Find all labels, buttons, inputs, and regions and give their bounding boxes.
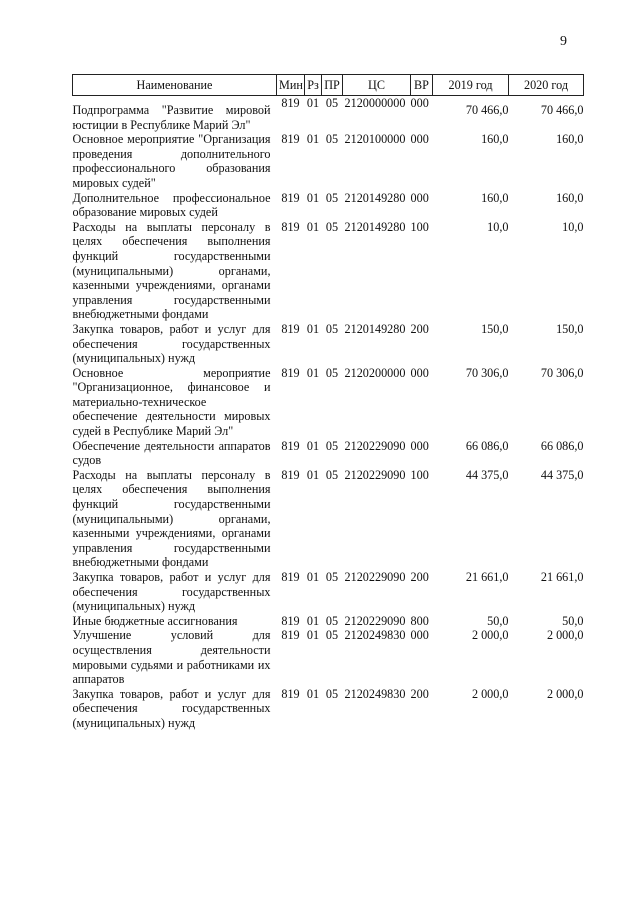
row-rz: 01: [306, 365, 320, 380]
table-row: [73, 439, 584, 468]
row-min: 819: [281, 219, 300, 234]
row-pr: 05: [325, 686, 339, 701]
row-2019: 70 466,0: [465, 103, 509, 117]
row-pr: 05: [325, 467, 339, 482]
row-rz: 01: [306, 686, 320, 701]
row-vr: 000: [410, 365, 429, 380]
row-cs: 2120229090: [344, 438, 406, 453]
row-cs: 2120249830: [344, 686, 406, 701]
row-2019: 21 661,0: [465, 570, 509, 584]
row-2020: 70 466,0: [540, 103, 584, 117]
row-2019: 66 086,0: [465, 438, 509, 453]
header-cs: ЦС: [343, 75, 411, 96]
row-2020: 2 000,0: [546, 686, 584, 701]
row-2020: 150,0: [556, 321, 584, 336]
row-name: Обеспечение деятельности аппаратов судов: [72, 438, 271, 468]
row-vr: 000: [410, 96, 429, 110]
row-min: 819: [281, 467, 300, 482]
row-name: Основное мероприятие "Организация проведения дополнительного профессионального образования мировых судей": [72, 132, 271, 190]
row-min: 819: [281, 96, 300, 110]
row-name: Основное мероприятие "Организационное, финансовое и материально-техническое обеспечение деятельности мировых судей в Республике Марий Эл": [72, 365, 271, 439]
row-min: 819: [281, 365, 300, 380]
table-header-row: [73, 75, 584, 96]
row-name: Улучшение условий для осуществления деятельности мировыми судьями и работниками их аппаратов: [72, 628, 271, 687]
header-2020: 2020 год: [509, 75, 584, 96]
row-cs: 2120200000: [344, 365, 406, 380]
row-vr: 200: [410, 321, 429, 336]
row-2019: 2 000,0: [471, 686, 509, 701]
table-row: [73, 322, 584, 366]
row-name: Расходы на выплаты персоналу в целях обеспечения выполнения функций государственными (муниципальными) органами, казенными учреждениями, органами управления государственными внебюджетными фондами: [72, 467, 271, 570]
table-row: [73, 220, 584, 322]
row-2019: 160,0: [481, 132, 509, 147]
row-vr: 100: [410, 467, 429, 482]
row-min: 819: [281, 438, 300, 453]
row-name: Дополнительное профессиональное образование мировых судей: [72, 190, 271, 220]
row-2020: 10,0: [562, 219, 584, 234]
row-pr: 05: [325, 570, 339, 584]
row-2019: 70 306,0: [465, 365, 509, 380]
row-min: 819: [281, 686, 300, 701]
row-vr: 000: [410, 132, 429, 147]
header-name: Наименование: [73, 75, 277, 96]
row-2020: 160,0: [556, 132, 584, 147]
table-row: [73, 570, 584, 614]
row-min: 819: [281, 190, 300, 205]
row-cs: 2120249830: [344, 628, 406, 643]
header-min: Мин: [277, 75, 305, 96]
row-rz: 01: [306, 96, 320, 110]
row-2019: 160,0: [481, 190, 509, 205]
row-rz: 01: [306, 613, 320, 628]
row-2020: 66 086,0: [540, 438, 584, 453]
row-vr: 200: [410, 686, 429, 701]
row-2020: 2 000,0: [546, 628, 584, 643]
row-cs: 2120149280: [344, 219, 406, 234]
row-cs: 2120149280: [344, 190, 406, 205]
page-number: 9: [560, 34, 567, 49]
table-row: [73, 96, 584, 133]
row-pr: 05: [325, 190, 339, 205]
row-pr: 05: [325, 365, 339, 380]
row-rz: 01: [306, 321, 320, 336]
row-2020: 70 306,0: [540, 365, 584, 380]
row-pr: 05: [325, 438, 339, 453]
row-min: 819: [281, 613, 300, 628]
row-rz: 01: [306, 190, 320, 205]
header-2019: 2019 год: [433, 75, 509, 96]
row-pr: 05: [325, 132, 339, 147]
row-rz: 01: [306, 132, 320, 147]
row-rz: 01: [306, 570, 320, 584]
row-name: Подпрограмма "Развитие мировой юстиции в Республике Марий Эл": [72, 103, 271, 132]
table-row: [73, 628, 584, 686]
row-rz: 01: [306, 628, 320, 643]
row-name: Закупка товаров, работ и услуг для обеспечения государственных (муниципальных) нужд: [72, 570, 271, 614]
row-cs: 2120229090: [344, 570, 406, 584]
row-cs: 2120229090: [344, 467, 406, 482]
row-name: Расходы на выплаты персоналу в целях обеспечения выполнения функций государственными (муниципальными) органами, казенными учреждениями, органами управления государственными внебюджетными фондами: [72, 219, 271, 322]
row-2019: 50,0: [487, 613, 509, 628]
row-cs: 2120229090: [344, 613, 406, 628]
row-2019: 2 000,0: [471, 628, 509, 643]
budget-table: [72, 74, 584, 731]
row-vr: 000: [410, 438, 429, 453]
row-name: Закупка товаров, работ и услуг для обеспечения государственных (муниципальных) нужд: [72, 321, 271, 366]
row-min: 819: [281, 628, 300, 643]
row-cs: 2120100000: [344, 132, 406, 147]
row-pr: 05: [325, 96, 339, 110]
row-vr: 000: [410, 190, 429, 205]
row-min: 819: [281, 132, 300, 147]
row-2019: 44 375,0: [465, 467, 509, 482]
row-pr: 05: [325, 628, 339, 643]
row-2020: 50,0: [562, 613, 584, 628]
row-cs: 2120000000: [344, 96, 406, 110]
table-row: [73, 687, 584, 731]
row-min: 819: [281, 570, 300, 584]
row-vr: 800: [410, 613, 429, 628]
row-min: 819: [281, 321, 300, 336]
header-pr: ПР: [322, 75, 343, 96]
row-2020: 160,0: [556, 190, 584, 205]
header-rz: Рз: [305, 75, 322, 96]
row-pr: 05: [325, 613, 339, 628]
row-2020: 44 375,0: [540, 467, 584, 482]
table-row: [73, 132, 584, 190]
row-pr: 05: [325, 321, 339, 336]
row-2019: 10,0: [487, 219, 509, 234]
row-2020: 21 661,0: [540, 570, 584, 584]
header-vr: ВР: [411, 75, 433, 96]
row-vr: 000: [410, 628, 429, 643]
row-rz: 01: [306, 467, 320, 482]
row-name: Закупка товаров, работ и услуг для обеспечения государственных (муниципальных) нужд: [72, 686, 271, 730]
row-rz: 01: [306, 219, 320, 234]
table-row: [73, 468, 584, 570]
row-cs: 2120149280: [344, 321, 406, 336]
row-name: Иные бюджетные ассигнования: [72, 613, 238, 628]
row-rz: 01: [306, 438, 320, 453]
row-vr: 200: [410, 570, 429, 584]
table-row: [73, 366, 584, 439]
row-vr: 100: [410, 219, 429, 234]
table-row: [73, 614, 584, 629]
row-2019: 150,0: [481, 321, 509, 336]
table-row: [73, 191, 584, 220]
row-pr: 05: [325, 219, 339, 234]
